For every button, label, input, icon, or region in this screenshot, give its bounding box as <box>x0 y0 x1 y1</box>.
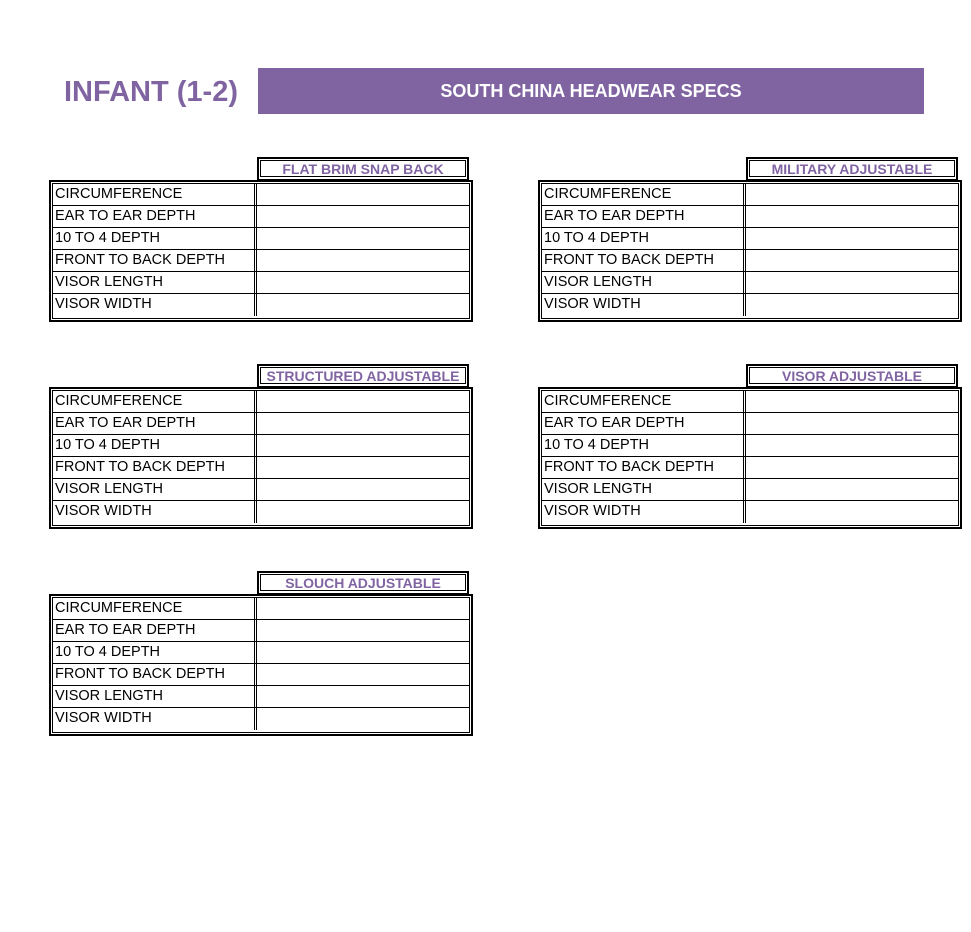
spec-row-label: FRONT TO BACK DEPTH <box>542 457 746 478</box>
spec-row-value-cell[interactable] <box>257 206 469 227</box>
spec-table <box>49 364 473 530</box>
spec-table <box>49 157 473 323</box>
spec-grid <box>538 180 962 322</box>
spec-table <box>49 571 473 737</box>
spec-row <box>53 457 469 479</box>
spec-row <box>53 620 469 642</box>
spec-row-label: 10 TO 4 DEPTH <box>53 642 257 663</box>
spec-row-value-cell[interactable] <box>257 708 469 730</box>
spec-row-value-cell[interactable] <box>257 501 469 523</box>
spec-row-label: VISOR WIDTH <box>53 708 257 730</box>
page-title: INFANT (1-2) <box>64 76 238 108</box>
spec-row <box>542 501 958 523</box>
spec-row <box>53 664 469 686</box>
spec-row-label: CIRCUMFERENCE <box>53 184 257 205</box>
spec-row <box>53 250 469 272</box>
spec-grid <box>538 387 962 529</box>
spec-row <box>53 479 469 501</box>
spec-row-label: EAR TO EAR DEPTH <box>53 620 257 641</box>
spec-row-label: FRONT TO BACK DEPTH <box>542 250 746 271</box>
spec-row-value-cell[interactable] <box>257 184 469 205</box>
spec-row <box>53 184 469 206</box>
spec-row <box>53 501 469 523</box>
spec-row <box>542 294 958 316</box>
spec-row-label: 10 TO 4 DEPTH <box>53 435 257 456</box>
spec-row <box>53 206 469 228</box>
spec-row-label: FRONT TO BACK DEPTH <box>53 457 257 478</box>
spec-row-value-cell[interactable] <box>746 435 958 456</box>
spec-row-label: VISOR LENGTH <box>53 686 257 707</box>
spec-table-style-header: SLOUCH ADJUSTABLE <box>257 571 469 594</box>
spec-table-style-header: VISOR ADJUSTABLE <box>746 364 958 387</box>
spec-row-value-cell[interactable] <box>257 598 469 619</box>
spec-table <box>538 364 962 530</box>
spec-row <box>542 457 958 479</box>
spec-row-label: VISOR LENGTH <box>53 479 257 500</box>
spec-row-label: VISOR WIDTH <box>53 501 257 523</box>
spec-row-value-cell[interactable] <box>257 228 469 249</box>
spec-row-label: VISOR LENGTH <box>53 272 257 293</box>
header-banner <box>258 68 924 114</box>
spec-row <box>53 435 469 457</box>
spec-row-value-cell[interactable] <box>746 272 958 293</box>
spec-row <box>542 479 958 501</box>
spec-row-label: 10 TO 4 DEPTH <box>53 228 257 249</box>
spec-row-value-cell[interactable] <box>746 294 958 316</box>
spec-row-label: EAR TO EAR DEPTH <box>53 206 257 227</box>
spec-row-value-cell[interactable] <box>257 642 469 663</box>
spec-row-value-cell[interactable] <box>257 294 469 316</box>
spec-row-label: VISOR WIDTH <box>542 294 746 316</box>
spec-row <box>542 206 958 228</box>
spec-grid <box>49 594 473 736</box>
spec-table <box>538 157 962 323</box>
spec-row-label: CIRCUMFERENCE <box>542 184 746 205</box>
spec-row <box>542 272 958 294</box>
spec-row-value-cell[interactable] <box>257 620 469 641</box>
spec-row <box>542 391 958 413</box>
spec-row-value-cell[interactable] <box>257 391 469 412</box>
spec-row-label: EAR TO EAR DEPTH <box>53 413 257 434</box>
spec-row-value-cell[interactable] <box>257 457 469 478</box>
spec-row <box>53 228 469 250</box>
spec-row <box>53 598 469 620</box>
banner-title: SOUTH CHINA HEADWEAR SPECS <box>440 80 742 101</box>
spec-row-value-cell[interactable] <box>746 501 958 523</box>
spec-row <box>542 228 958 250</box>
spec-table-style-header: FLAT BRIM SNAP BACK <box>257 157 469 180</box>
spec-row <box>53 708 469 730</box>
spec-row-label: EAR TO EAR DEPTH <box>542 206 746 227</box>
spec-row-value-cell[interactable] <box>746 184 958 205</box>
spec-row <box>53 642 469 664</box>
spec-row-label: 10 TO 4 DEPTH <box>542 228 746 249</box>
spec-row <box>542 435 958 457</box>
spec-row-value-cell[interactable] <box>257 435 469 456</box>
spec-row <box>53 391 469 413</box>
spec-row-value-cell[interactable] <box>257 664 469 685</box>
spec-table-style-header: STRUCTURED ADJUSTABLE <box>257 364 469 387</box>
spec-row <box>542 184 958 206</box>
spec-row-value-cell[interactable] <box>746 206 958 227</box>
spec-row-label: CIRCUMFERENCE <box>53 391 257 412</box>
spec-row-label: CIRCUMFERENCE <box>53 598 257 619</box>
spec-row-value-cell[interactable] <box>257 272 469 293</box>
spec-row-label: EAR TO EAR DEPTH <box>542 413 746 434</box>
spec-row-value-cell[interactable] <box>257 479 469 500</box>
spec-row <box>53 272 469 294</box>
spec-row-label: VISOR LENGTH <box>542 479 746 500</box>
spec-grid <box>49 180 473 322</box>
spec-row-label: FRONT TO BACK DEPTH <box>53 250 257 271</box>
spec-row-label: 10 TO 4 DEPTH <box>542 435 746 456</box>
spec-row <box>542 250 958 272</box>
spec-row <box>542 413 958 435</box>
spec-row-value-cell[interactable] <box>746 479 958 500</box>
spec-row <box>53 686 469 708</box>
spec-row <box>53 413 469 435</box>
spec-row-value-cell[interactable] <box>746 457 958 478</box>
spec-row-value-cell[interactable] <box>746 413 958 434</box>
spec-row-value-cell[interactable] <box>257 686 469 707</box>
spec-row-label: VISOR WIDTH <box>542 501 746 523</box>
spec-row-value-cell[interactable] <box>746 228 958 249</box>
spec-grid <box>49 387 473 529</box>
spec-row-value-cell[interactable] <box>257 413 469 434</box>
spec-row <box>53 294 469 316</box>
spec-row-value-cell[interactable] <box>746 391 958 412</box>
spec-row-value-cell[interactable] <box>746 250 958 271</box>
spec-table-style-header: MILITARY ADJUSTABLE <box>746 157 958 180</box>
spec-row-label: FRONT TO BACK DEPTH <box>53 664 257 685</box>
spec-row-label: VISOR LENGTH <box>542 272 746 293</box>
spec-row-label: CIRCUMFERENCE <box>542 391 746 412</box>
spec-row-value-cell[interactable] <box>257 250 469 271</box>
spec-row-label: VISOR WIDTH <box>53 294 257 316</box>
